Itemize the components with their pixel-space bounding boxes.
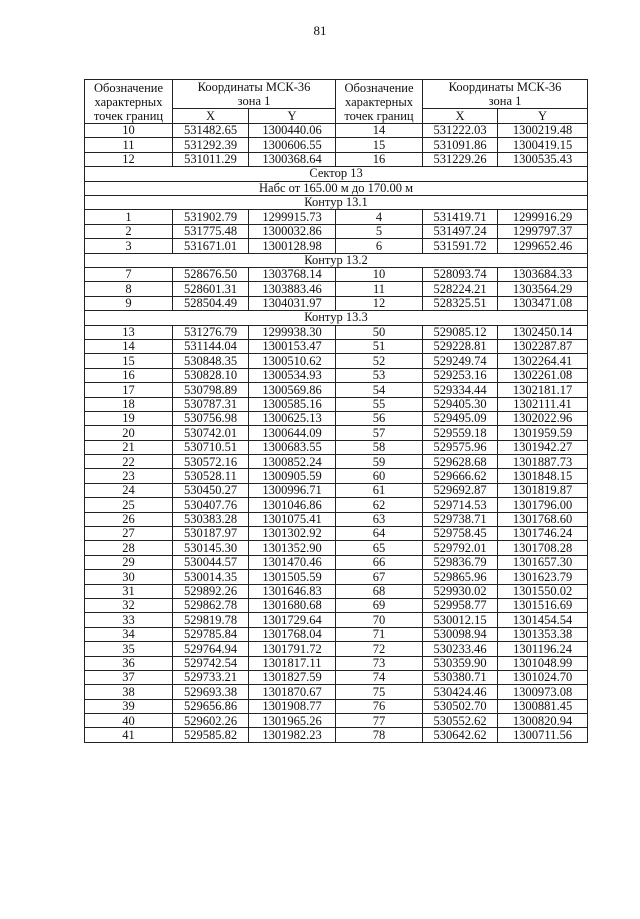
y-right: 1301796.00: [498, 498, 588, 512]
x-left: 531011.29: [173, 152, 249, 166]
x-right: 529249.74: [423, 354, 498, 368]
y-left: 1300153.47: [249, 339, 336, 353]
point-number-right: 64: [336, 527, 423, 541]
point-number-left: 39: [85, 699, 173, 713]
y-left: 1299938.30: [249, 325, 336, 339]
table-row: [85, 627, 588, 641]
point-number-right: 11: [336, 282, 423, 296]
point-number-left: 24: [85, 483, 173, 497]
point-number-left: 10: [85, 124, 173, 138]
point-number-right: 12: [336, 296, 423, 310]
point-number-right: 62: [336, 498, 423, 512]
x-right: 531591.72: [423, 239, 498, 253]
x-left: 530187.97: [173, 527, 249, 541]
point-number-right: 66: [336, 555, 423, 569]
y-left: 1301046.86: [249, 498, 336, 512]
x-left: 530383.28: [173, 512, 249, 526]
x-left: 529742.54: [173, 656, 249, 670]
y-left: 1300368.64: [249, 152, 336, 166]
header-coords-line1: Координаты МСК-36: [448, 80, 562, 94]
x-left: 529785.84: [173, 627, 249, 641]
point-number-right: 68: [336, 584, 423, 598]
x-left: 530407.76: [173, 498, 249, 512]
y-left: 1301982.23: [249, 728, 336, 742]
table-row: [85, 138, 588, 152]
x-right: 530380.71: [423, 670, 498, 684]
table-row: [85, 239, 588, 253]
y-right: 1299797.37: [498, 224, 588, 238]
point-number-left: 32: [85, 598, 173, 612]
table-row: [85, 699, 588, 713]
header-designation-line3: точек границ: [344, 108, 414, 123]
y-left: 1300534.93: [249, 368, 336, 382]
y-right: 1301048.99: [498, 656, 588, 670]
point-number-right: 6: [336, 239, 423, 253]
x-right: 529253.16: [423, 368, 498, 382]
y-left: 1300625.13: [249, 411, 336, 425]
y-left: 1301827.59: [249, 670, 336, 684]
y-right: 1299916.29: [498, 210, 588, 224]
point-number-right: 59: [336, 455, 423, 469]
point-number-left: 22: [85, 455, 173, 469]
y-right: 1300881.45: [498, 699, 588, 713]
y-left: 1301729.64: [249, 613, 336, 627]
y-left: 1301352.90: [249, 541, 336, 555]
table-row: [85, 296, 588, 310]
header-y-right: Y: [498, 109, 588, 124]
point-number-right: 73: [336, 656, 423, 670]
x-left: 529602.26: [173, 714, 249, 728]
point-number-right: 63: [336, 512, 423, 526]
section-title-row: [85, 181, 588, 195]
table-body: [85, 124, 588, 743]
section-title: Нaбс от 165.00 м до 170.00 м: [85, 181, 588, 195]
header-y-left: Y: [249, 109, 336, 124]
point-number-left: 14: [85, 339, 173, 353]
point-number-left: 35: [85, 642, 173, 656]
table-row: [85, 426, 588, 440]
table-row: [85, 598, 588, 612]
x-right: 529666.62: [423, 469, 498, 483]
x-right: 529792.01: [423, 541, 498, 555]
table-row: [85, 325, 588, 339]
header-coords-right: [423, 80, 588, 109]
x-left: 530014.35: [173, 570, 249, 584]
x-right: 530642.62: [423, 728, 498, 742]
point-number-left: 38: [85, 685, 173, 699]
y-left: 1301870.67: [249, 685, 336, 699]
point-number-right: 67: [336, 570, 423, 584]
x-left: 531482.65: [173, 124, 249, 138]
y-right: 1303684.33: [498, 267, 588, 281]
y-right: 1301746.24: [498, 527, 588, 541]
x-right: 529930.02: [423, 584, 498, 598]
x-left: 529693.38: [173, 685, 249, 699]
point-number-right: 58: [336, 440, 423, 454]
x-left: 530145.30: [173, 541, 249, 555]
point-number-right: 74: [336, 670, 423, 684]
point-number-right: 50: [336, 325, 423, 339]
table-row: [85, 512, 588, 526]
point-number-left: 29: [85, 555, 173, 569]
point-number-left: 13: [85, 325, 173, 339]
header-designation-line1: Обозначение: [344, 80, 414, 95]
coordinates-table: [84, 79, 588, 743]
x-left: 529862.78: [173, 598, 249, 612]
x-right: 531497.24: [423, 224, 498, 238]
x-left: 529892.26: [173, 584, 249, 598]
y-left: 1301075.41: [249, 512, 336, 526]
x-left: 530798.89: [173, 383, 249, 397]
y-right: 1300535.43: [498, 152, 588, 166]
y-right: 1301942.27: [498, 440, 588, 454]
x-right: 529958.77: [423, 598, 498, 612]
point-number-right: 76: [336, 699, 423, 713]
x-right: 529836.79: [423, 555, 498, 569]
table-row: [85, 728, 588, 742]
point-number-left: 12: [85, 152, 173, 166]
table-row: [85, 483, 588, 497]
x-right: 529228.81: [423, 339, 498, 353]
point-number-left: 41: [85, 728, 173, 742]
y-right: 1301196.24: [498, 642, 588, 656]
y-left: 1300585.16: [249, 397, 336, 411]
x-left: 529819.78: [173, 613, 249, 627]
x-left: 529733.21: [173, 670, 249, 684]
y-right: 1302022.96: [498, 411, 588, 425]
table-row: [85, 339, 588, 353]
x-right: 529758.45: [423, 527, 498, 541]
y-left: 1301680.68: [249, 598, 336, 612]
y-left: 1301768.04: [249, 627, 336, 641]
y-right: 1302450.14: [498, 325, 588, 339]
y-left: 1300606.55: [249, 138, 336, 152]
x-right: 529714.53: [423, 498, 498, 512]
table-row: [85, 469, 588, 483]
table-row: [85, 613, 588, 627]
x-right: 529692.87: [423, 483, 498, 497]
header-designation-left: [85, 80, 173, 124]
x-right: 529559.18: [423, 426, 498, 440]
point-number-right: 61: [336, 483, 423, 497]
point-number-left: 20: [85, 426, 173, 440]
y-right: 1301516.69: [498, 598, 588, 612]
y-right: 1302261.08: [498, 368, 588, 382]
y-left: 1300569.86: [249, 383, 336, 397]
y-left: 1303768.14: [249, 267, 336, 281]
point-number-left: 8: [85, 282, 173, 296]
point-number-right: 77: [336, 714, 423, 728]
point-number-right: 57: [336, 426, 423, 440]
header-x-left: X: [173, 109, 249, 124]
x-right: 529738.71: [423, 512, 498, 526]
table-row: [85, 642, 588, 656]
point-number-left: 26: [85, 512, 173, 526]
point-number-right: 55: [336, 397, 423, 411]
point-number-left: 1: [85, 210, 173, 224]
x-right: 529405.30: [423, 397, 498, 411]
x-right: 531229.26: [423, 152, 498, 166]
section-title: Контур 13.2: [85, 253, 588, 267]
x-left: 530742.01: [173, 426, 249, 440]
header-coords-line2: зона 1: [237, 94, 271, 108]
section-title: Контур 13.1: [85, 195, 588, 209]
y-right: 1301848.15: [498, 469, 588, 483]
point-number-right: 16: [336, 152, 423, 166]
x-right: 528325.51: [423, 296, 498, 310]
point-number-left: 11: [85, 138, 173, 152]
header-coords-left: [173, 80, 336, 109]
point-number-left: 2: [85, 224, 173, 238]
point-number-left: 34: [85, 627, 173, 641]
y-left: 1300905.59: [249, 469, 336, 483]
x-right: 531091.86: [423, 138, 498, 152]
table-row: [85, 411, 588, 425]
x-left: 530710.51: [173, 440, 249, 454]
x-left: 530572.16: [173, 455, 249, 469]
y-right: 1301550.02: [498, 584, 588, 598]
y-right: 1303564.29: [498, 282, 588, 296]
y-left: 1300644.09: [249, 426, 336, 440]
section-title-row: [85, 167, 588, 181]
section-title: Сектор 13: [85, 167, 588, 181]
point-number-right: 53: [336, 368, 423, 382]
header-designation-right: [336, 80, 423, 124]
point-number-left: 36: [85, 656, 173, 670]
table-row: [85, 555, 588, 569]
header-designation-line2: характерных: [345, 94, 413, 109]
y-left: 1300440.06: [249, 124, 336, 138]
y-right: 1299652.46: [498, 239, 588, 253]
table-row: [85, 210, 588, 224]
point-number-right: 14: [336, 124, 423, 138]
y-left: 1301646.83: [249, 584, 336, 598]
x-left: 530848.35: [173, 354, 249, 368]
point-number-left: 17: [85, 383, 173, 397]
point-number-right: 15: [336, 138, 423, 152]
x-right: 528093.74: [423, 267, 498, 281]
y-left: 1300996.71: [249, 483, 336, 497]
point-number-left: 9: [85, 296, 173, 310]
point-number-left: 15: [85, 354, 173, 368]
point-number-left: 25: [85, 498, 173, 512]
y-right: 1301708.28: [498, 541, 588, 555]
x-left: 529764.94: [173, 642, 249, 656]
x-right: 528224.21: [423, 282, 498, 296]
y-right: 1303471.08: [498, 296, 588, 310]
x-right: 530502.70: [423, 699, 498, 713]
y-right: 1302111.41: [498, 397, 588, 411]
table-row: [85, 440, 588, 454]
y-right: 1301819.87: [498, 483, 588, 497]
point-number-left: 30: [85, 570, 173, 584]
point-number-right: 4: [336, 210, 423, 224]
header-designation-line2: характерных: [94, 94, 163, 109]
point-number-left: 19: [85, 411, 173, 425]
y-left: 1300510.62: [249, 354, 336, 368]
y-right: 1302264.41: [498, 354, 588, 368]
section-title: Контур 13.3: [85, 311, 588, 325]
table-row: [85, 527, 588, 541]
x-right: 529085.12: [423, 325, 498, 339]
x-left: 530828.10: [173, 368, 249, 382]
table-row: [85, 383, 588, 397]
x-left: 529656.86: [173, 699, 249, 713]
point-number-right: 69: [336, 598, 423, 612]
y-left: 1301470.46: [249, 555, 336, 569]
point-number-left: 16: [85, 368, 173, 382]
point-number-right: 65: [336, 541, 423, 555]
y-right: 1301623.79: [498, 570, 588, 584]
y-left: 1301965.26: [249, 714, 336, 728]
x-left: 530756.98: [173, 411, 249, 425]
x-right: 529628.68: [423, 455, 498, 469]
y-right: 1301454.54: [498, 613, 588, 627]
table-row: [85, 124, 588, 138]
point-number-left: 18: [85, 397, 173, 411]
y-right: 1300419.15: [498, 138, 588, 152]
header-coords-line2: зона 1: [488, 94, 522, 108]
y-left: 1300032.86: [249, 224, 336, 238]
point-number-right: 60: [336, 469, 423, 483]
point-number-right: 56: [336, 411, 423, 425]
x-right: 531222.03: [423, 124, 498, 138]
table-row: [85, 224, 588, 238]
point-number-left: 7: [85, 267, 173, 281]
point-number-right: 78: [336, 728, 423, 742]
table-row: [85, 282, 588, 296]
table-row: [85, 152, 588, 166]
y-left: 1300128.98: [249, 239, 336, 253]
point-number-left: 37: [85, 670, 173, 684]
x-left: 529585.82: [173, 728, 249, 742]
y-left: 1301302.92: [249, 527, 336, 541]
y-right: 1301024.70: [498, 670, 588, 684]
header-x-right: X: [423, 109, 498, 124]
y-left: 1299915.73: [249, 210, 336, 224]
x-left: 531902.79: [173, 210, 249, 224]
x-left: 528504.49: [173, 296, 249, 310]
section-title-row: [85, 253, 588, 267]
x-left: 531276.79: [173, 325, 249, 339]
x-right: 530012.15: [423, 613, 498, 627]
table-row: [85, 541, 588, 555]
header-designation-line3: точек границ: [93, 108, 164, 123]
y-right: 1301959.59: [498, 426, 588, 440]
point-number-left: 3: [85, 239, 173, 253]
table-row: [85, 397, 588, 411]
point-number-right: 52: [336, 354, 423, 368]
table-row: [85, 368, 588, 382]
x-left: 530450.27: [173, 483, 249, 497]
x-left: 531292.39: [173, 138, 249, 152]
y-left: 1301505.59: [249, 570, 336, 584]
y-left: 1300852.24: [249, 455, 336, 469]
y-left: 1303883.46: [249, 282, 336, 296]
x-right: 529334.44: [423, 383, 498, 397]
point-number-right: 71: [336, 627, 423, 641]
point-number-right: 72: [336, 642, 423, 656]
point-number-right: 70: [336, 613, 423, 627]
x-left: 531775.48: [173, 224, 249, 238]
x-left: 530787.31: [173, 397, 249, 411]
point-number-left: 28: [85, 541, 173, 555]
y-right: 1300219.48: [498, 124, 588, 138]
point-number-left: 21: [85, 440, 173, 454]
y-right: 1301887.73: [498, 455, 588, 469]
x-left: 530528.11: [173, 469, 249, 483]
point-number-right: 75: [336, 685, 423, 699]
x-left: 531144.04: [173, 339, 249, 353]
y-right: 1301768.60: [498, 512, 588, 526]
point-number-left: 27: [85, 527, 173, 541]
x-left: 528676.50: [173, 267, 249, 281]
table-row: [85, 584, 588, 598]
y-right: 1300820.94: [498, 714, 588, 728]
y-left: 1304031.97: [249, 296, 336, 310]
table-row: [85, 670, 588, 684]
table-header: [85, 80, 588, 124]
header-designation-line1: Обозначение: [93, 80, 164, 95]
x-right: 529865.96: [423, 570, 498, 584]
y-left: 1301817.11: [249, 656, 336, 670]
x-right: 531419.71: [423, 210, 498, 224]
x-right: 530233.46: [423, 642, 498, 656]
x-right: 530552.62: [423, 714, 498, 728]
point-number-left: 23: [85, 469, 173, 483]
table-row: [85, 656, 588, 670]
x-right: 530424.46: [423, 685, 498, 699]
section-title-row: [85, 195, 588, 209]
y-left: 1300683.55: [249, 440, 336, 454]
table-row: [85, 714, 588, 728]
x-left: 528601.31: [173, 282, 249, 296]
point-number-left: 33: [85, 613, 173, 627]
x-right: 530098.94: [423, 627, 498, 641]
table-row: [85, 570, 588, 584]
page-number: 81: [313, 23, 327, 38]
table-row: [85, 685, 588, 699]
x-right: 529495.09: [423, 411, 498, 425]
y-left: 1301908.77: [249, 699, 336, 713]
x-left: 530044.57: [173, 555, 249, 569]
y-right: 1302287.87: [498, 339, 588, 353]
point-number-left: 31: [85, 584, 173, 598]
header-coords-line1: Координаты МСК-36: [197, 80, 311, 94]
y-right: 1302181.17: [498, 383, 588, 397]
y-right: 1300973.08: [498, 685, 588, 699]
x-right: 529575.96: [423, 440, 498, 454]
table-row: [85, 498, 588, 512]
point-number-right: 51: [336, 339, 423, 353]
table-row: [85, 354, 588, 368]
y-right: 1301657.30: [498, 555, 588, 569]
y-right: 1301353.38: [498, 627, 588, 641]
y-right: 1300711.56: [498, 728, 588, 742]
point-number-right: 5: [336, 224, 423, 238]
point-number-right: 54: [336, 383, 423, 397]
x-right: 530359.90: [423, 656, 498, 670]
x-left: 531671.01: [173, 239, 249, 253]
section-title-row: [85, 311, 588, 325]
table-row: [85, 455, 588, 469]
point-number-left: 40: [85, 714, 173, 728]
table-row: [85, 267, 588, 281]
point-number-right: 10: [336, 267, 423, 281]
y-left: 1301791.72: [249, 642, 336, 656]
